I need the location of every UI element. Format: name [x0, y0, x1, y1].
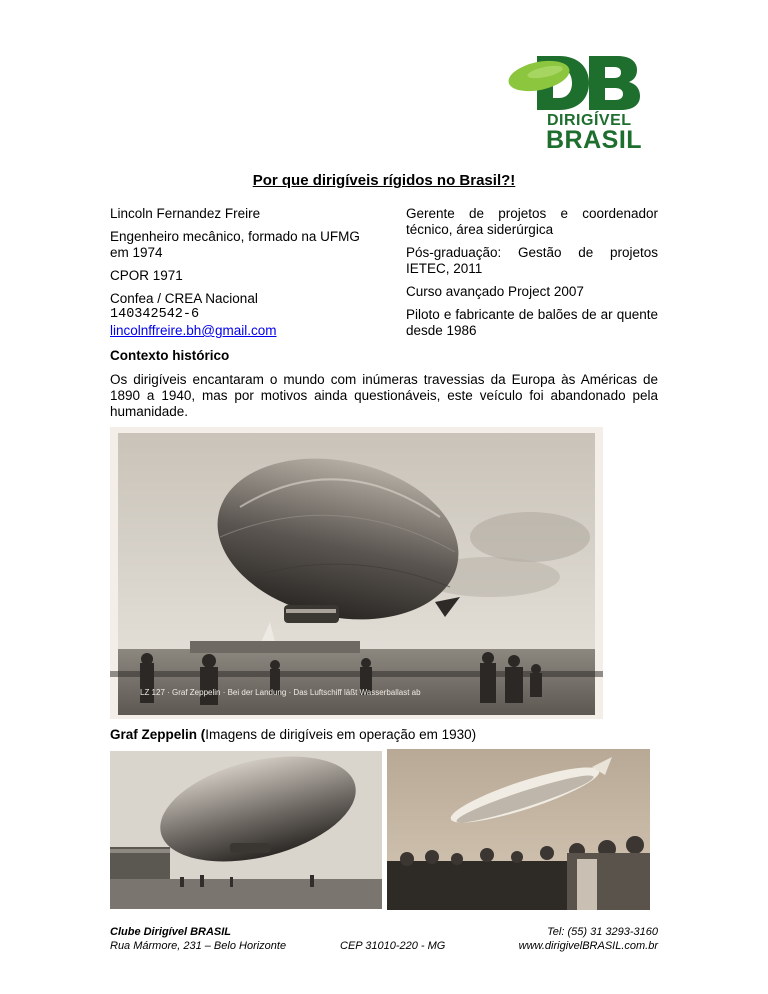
page-title: Por que dirigíveis rígidos no Brasil?! — [252, 172, 516, 189]
section-paragraph: Os dirigíveis encantaram o mundo com inúmeras travessias da Europa às Américas de 1890 a 1940, mas por motivos ainda questionáveis, este veículo foi abandonado pela humanidade. — [110, 372, 658, 419]
credential-item: Piloto e fabricante de balões de ar quente desde 1986 — [406, 307, 658, 338]
caption-bold: Graf Zeppelin ( — [110, 727, 206, 742]
footer-phone: Tel: (55) 31 3293-3160 — [547, 926, 658, 938]
author-name: Lincoln Fernandez Freire — [110, 206, 261, 221]
author-cpor: CPOR 1971 — [110, 268, 183, 283]
footer-organization — [110, 925, 286, 953]
footer-cep: CEP 31010-220 - MG — [340, 940, 446, 952]
graf-zeppelin-landing-photo — [110, 427, 603, 719]
graf-zeppelin-hangar-photo — [110, 751, 382, 909]
caption-rest: Imagens de dirigíveis em operação em 1930) — [205, 727, 477, 742]
footer-org-name: Clube Dirigível BRASIL — [110, 926, 232, 938]
photo-caption — [110, 727, 476, 742]
author-credentials — [406, 206, 658, 346]
credential-item: Pós-graduação: Gestão de projetos IETEC, 2011 — [406, 245, 658, 276]
author-info — [110, 206, 370, 339]
credential-item: Gerente de projetos e coordenador técnico, área siderúrgica — [406, 206, 658, 237]
author-crea-number: 140342542-6 — [110, 307, 200, 322]
footer-address: Rua Mármore, 231 – Belo Horizonte — [110, 940, 287, 952]
footer-website[interactable]: www.dirigivelBRASIL.com.br — [518, 940, 658, 952]
postcard-inscription: LZ 127 · Graf Zeppelin · Bei der Landung · Das Luftschiff läßt Wasserballast ab — [140, 688, 421, 697]
footer-contact — [460, 925, 658, 953]
section-heading: Contexto histórico — [110, 348, 230, 363]
author-email-link[interactable]: lincolnffreire.bh@gmail.com — [110, 323, 277, 338]
author-confea: Confea / CREA Nacional — [110, 291, 258, 306]
credential-item: Curso avançado Project 2007 — [406, 284, 584, 299]
logo-text-brasil: BRASIL — [546, 126, 643, 154]
logo-text-dirigivel: DIRIGÍVEL — [547, 112, 632, 129]
graf-zeppelin-crowd-photo — [387, 749, 650, 910]
author-education: Engenheiro mecânico, formado na UFMG em 1974 — [110, 229, 360, 260]
